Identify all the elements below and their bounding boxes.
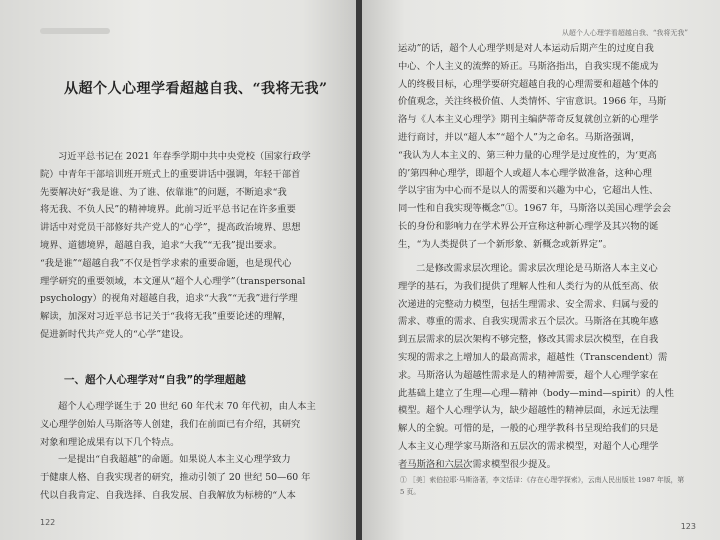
text-line: “我是谁”“超越自我”不仅是哲学求索的重要命题，也是现代心 [40, 257, 292, 269]
text-line: 模型。超个人心理学认为，缺少超越性的精神层面，永远无法理 [398, 405, 659, 417]
text-line: 学以宇宙为中心而不是以人的需要和兴趣为中心，它超出人性、 [398, 185, 659, 197]
text-line: 先要解决好“我是谁、为了谁、依靠谁”的问题，不断追求“我 [40, 186, 287, 198]
text-line: 院）中青年干部培训班开班式上的重要讲话中强调，年轻干部首 [40, 168, 301, 180]
text-line: 生，“为人类提供了一个新形象、新概念或新界定”。 [398, 238, 613, 250]
text-line: 促进新时代共产党人的“心学”建设。 [40, 328, 189, 340]
faint-header-mark [40, 28, 110, 34]
right-paragraph-1 [398, 40, 671, 254]
text-line: 求。马斯洛认为超越性需求是人的精神需要，超个人心理学家在 [398, 369, 659, 381]
text-line: 进行商讨，并以“超人本”“超个人”为之命名。马斯洛强调， [398, 131, 641, 143]
text-line: 同一性和自我实现等概念”①。1967 年，马斯洛以美国心理学会会 [398, 203, 672, 215]
text-line: 理学研究的重要领域，本文運从“超个人心理学”（transpersonal [40, 275, 306, 287]
right-paragraph-2 [398, 260, 674, 474]
text-line: 需求、尊重的需求、自我实现需求五个层次。马斯洛在其晚年感 [398, 316, 659, 328]
text-line: 理学的基石，为我们提供了理解人性和人类行为的从低至高、依 [398, 280, 659, 292]
text-line: 价值观念，关注终极价值、人类情怀、宇宙意识。1966 年，马斯 [398, 96, 667, 108]
page-number-right: 123 [680, 522, 696, 531]
text-line: 到五层需求的层次架构不够完整，修改其需求层次模型，在自我 [398, 334, 659, 346]
text-line: 运动”的话，超个人心理学则是对人本运动后期产生的过度自我 [398, 43, 654, 54]
text-line: 解读，加深对习近平总书记关于“我将无我”重要论述的理解， [40, 311, 292, 323]
text-line: “我认为人本主义的、第三种力量的心理学是过度性的，为‘更高 [398, 149, 657, 161]
article-title: 从超个人心理学看超越自我、“我将无我” [64, 81, 328, 97]
right-page [362, 0, 720, 540]
text-line: psychology）的视角对超越自我，追求“大我”“无我”进行学理 [40, 293, 298, 305]
section-heading: 一、超个人心理学对“自我”的学理超越 [64, 374, 246, 386]
text-line: 将无我、不负人民”的精神境界。此前习近平总书记在许多重要 [40, 204, 296, 216]
text-line: 实现的需求之上增加人的最高需求，超越性（Transcendent）需 [398, 351, 668, 363]
text-line: 境界、道德境界，超越自我，追求“大我”“无我”提出要求。 [40, 239, 283, 251]
text-line: 中心、个人主义的流弊的矫正。马斯洛指出，自我实现不能成为 [398, 60, 659, 72]
text-line: 的’第四种心理学，即超个人或超人本心理学做准备，这种心理 [398, 167, 652, 179]
text-line: 解人的全貌。可惜的是，一般的心理学教科书呈现给我们的只是 [398, 423, 659, 435]
text-line: 讲话中对党员干部修好共产党人的“心学”，提高政治境界、思想 [40, 222, 301, 234]
text-line: 人本主义心理学家马斯洛和五层次的需求模型，对超个人心理学 [398, 440, 659, 452]
running-head: 从超个人心理学看超越自我、“我将无我” [561, 29, 688, 37]
text-line: 习近平总书记在 2021 年春季学期中共中央党校（国家行政学 [58, 151, 311, 162]
text-line: 义心理学创始人马斯洛等人创建，我们在前面已有介绍，其研究 [40, 418, 301, 430]
footnote-rule [400, 468, 470, 469]
text-line: 于健康人格、自我实现者的研究，推动引领了 20 世纪 50—60 年 [40, 472, 311, 484]
text-line: 超个人心理学诞生于 20 世纪 60 年代末 70 年代初，由人本主 [58, 401, 316, 412]
text-line: 一是提出“自我超越”的命题。如果说人本主义心理学致力 [58, 454, 291, 466]
text-line: 者马斯洛和六层次需求模型很少提及。 [398, 458, 557, 470]
text-line: 代以自我肯定、自我选择、自我发展、自我解放为标榜的“人本 [40, 489, 296, 501]
page-number-left: 122 [40, 518, 56, 527]
text-line: 对象和理论成果有以下几个特点。 [40, 436, 180, 448]
left-page [0, 0, 356, 540]
text-line: 次递进的完整动力模型，包括生理需求、安全需求、归属与爱的 [398, 298, 659, 310]
text-line: 洛与《人本主义心理学》期刊主编萨蒂奇反复就创立新的心理学 [398, 114, 659, 126]
text-line: 人的终极目标，心理学要研究超越自我的心理需要和超越个体的 [398, 78, 659, 90]
text-line: 二是修改需求层次理论。需求层次理论是马斯洛人本主义心 [416, 263, 658, 274]
footnote: ① ［美］索伯拉耶·马斯洛著，李文恬译：《存在心理学探索》，云南人民出版社 1987 年版，第 5 页。 [400, 476, 685, 496]
text-line: 此基础上建立了生理—心理—精神（body—mind—spirit）的人性 [398, 387, 674, 399]
text-line: 长的身份和影响力在学术界公开宣称这种新心理学及其兴物的诞 [398, 220, 659, 232]
intro-paragraph [40, 148, 311, 344]
body-paragraph [40, 398, 316, 505]
